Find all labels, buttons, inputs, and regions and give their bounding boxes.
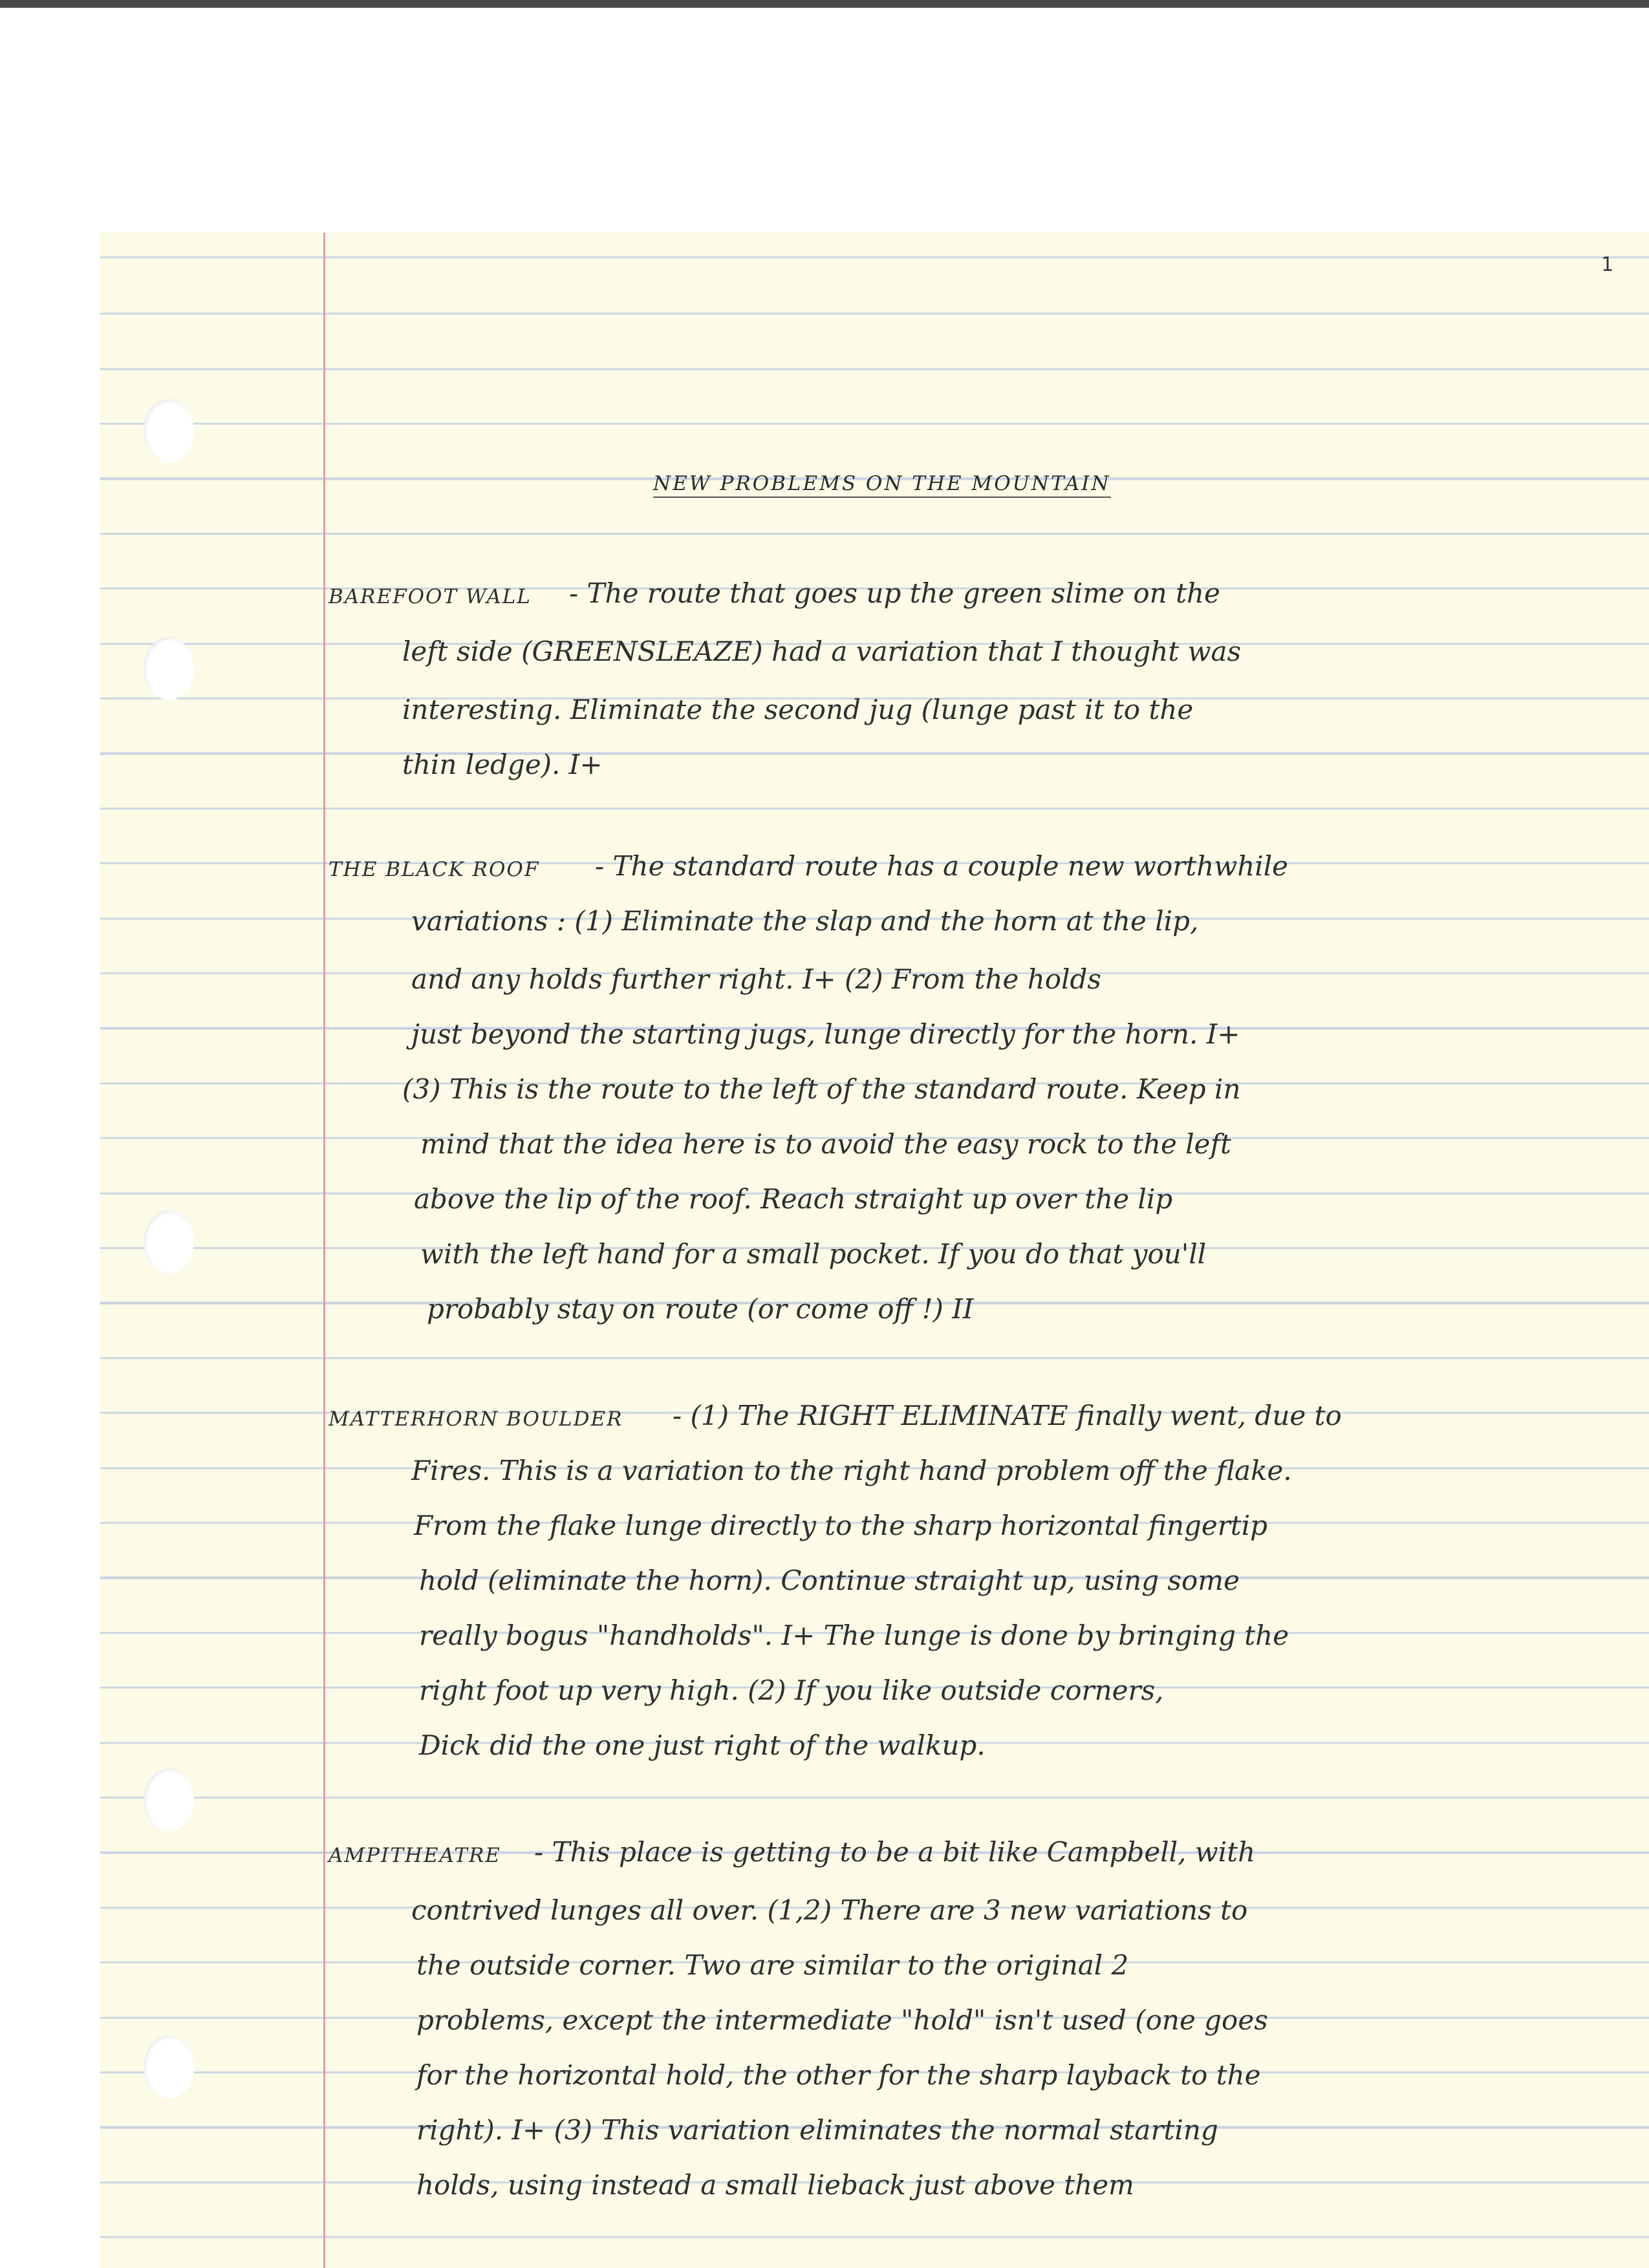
entry-line: above the lip of the roof. Reach straight up over the lip <box>414 1183 1173 1215</box>
entry-line: probably stay on route (or come off !) II <box>427 1293 974 1325</box>
entry-heading: AMPITHEATRE <box>329 1844 501 1867</box>
entry-line: - (1) The RIGHT ELIMINATE finally went, due to <box>673 1400 1342 1431</box>
punch-hole <box>144 2035 194 2099</box>
entry-line: - The route that goes up the green slime on the <box>569 577 1220 609</box>
punch-hole <box>144 1768 194 1832</box>
entry-line: Dick did the one just right of the walkup. <box>419 1729 986 1761</box>
entry-line: hold (eliminate the horn). Continue straight up, using some <box>419 1565 1240 1596</box>
punch-hole <box>144 637 194 700</box>
margin-line <box>323 233 325 2268</box>
entry-line: From the flake lunge directly to the sharp horizontal fingertip <box>414 1510 1268 1541</box>
page-number: 1 <box>1601 253 1614 276</box>
entry-line: variations : (1) Eliminate the slap and the horn at the lip, <box>411 905 1199 937</box>
entry-line: mind that the idea here is to avoid the easy rock to the left <box>420 1128 1231 1160</box>
punch-hole <box>144 1210 194 1274</box>
entry-line: really bogus "handholds". I+ The lunge is done by bringing the <box>419 1620 1289 1651</box>
entry-heading: THE BLACK ROOF <box>329 858 540 881</box>
entry-line: thin ledge). I+ <box>402 749 603 780</box>
entry-line: contrived lunges all over. (1,2) There are 3 new variations to <box>411 1894 1248 1926</box>
entry-line: holds, using instead a small lieback just above them <box>416 2169 1134 2201</box>
entry-line: and any holds further right. I+ (2) From the holds <box>411 963 1101 995</box>
punch-hole <box>144 399 194 462</box>
entry-heading: MATTERHORN BOULDER <box>329 1407 623 1431</box>
entry-line: right foot up very high. (2) If you like outside corners, <box>419 1674 1164 1706</box>
entry-line: for the horizontal hold, the other for the sharp layback to the <box>416 2059 1261 2091</box>
entry-line: Fires. This is a variation to the right hand problem off the flake. <box>411 1455 1292 1486</box>
entry-line: with the left hand for a small pocket. If you do that you'll <box>420 1238 1207 1270</box>
entry-line: right). I+ (3) This variation eliminates the normal starting <box>416 2114 1218 2146</box>
entry-line: just beyond the starting jugs, lunge directly for the horn. I+ <box>411 1018 1240 1050</box>
entry-line: left side (GREENSLEAZE) had a variation that I thought was <box>402 636 1242 667</box>
entry-heading: BAREFOOT WALL <box>329 585 532 608</box>
scanner-edge <box>0 0 1649 8</box>
entry-line: the outside corner. Two are similar to the original 2 <box>416 1949 1129 1981</box>
entry-line: interesting. Eliminate the second jug (lunge past it to the <box>402 694 1194 725</box>
entry-line: - The standard route has a couple new worthwhile <box>595 850 1289 882</box>
entry-line: (3) This is the route to the left of the standard route. Keep in <box>402 1073 1241 1105</box>
page-title: NEW PROBLEMS ON THE MOUNTAIN <box>653 472 1111 498</box>
entry-line: problems, except the intermediate "hold" isn't used (one goes <box>416 2004 1268 2036</box>
entry-line: - This place is getting to be a bit like Campbell, with <box>534 1836 1256 1868</box>
